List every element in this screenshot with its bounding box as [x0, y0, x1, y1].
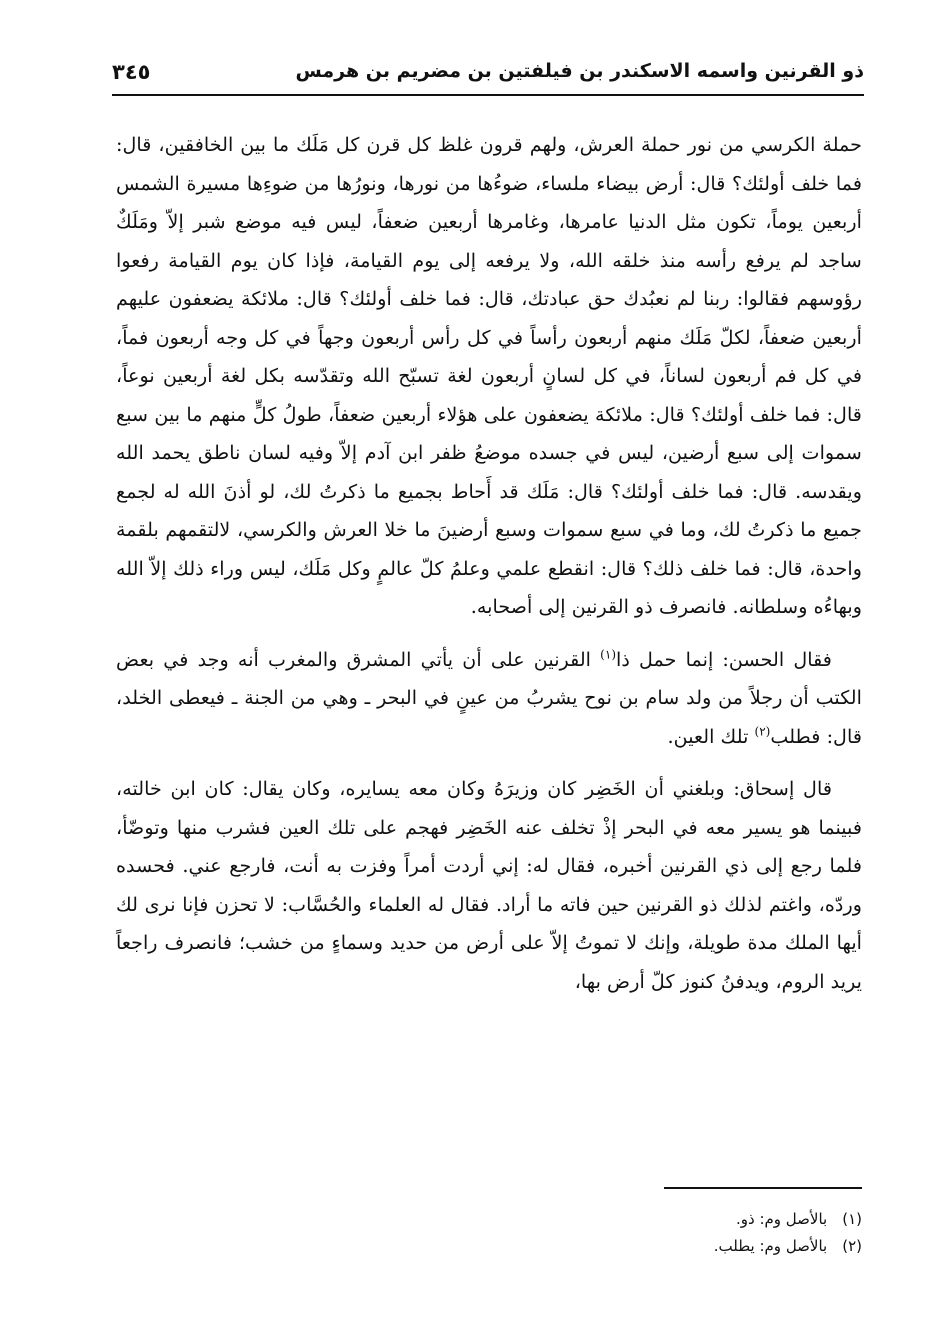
footnote-divider [664, 1187, 862, 1189]
footnote-number: (٢) [842, 1237, 862, 1255]
footnote-number: (١) [842, 1210, 862, 1228]
running-header [112, 56, 864, 94]
footnotes [122, 1206, 862, 1260]
paragraph-3: قال إسحاق: وبلغني أن الخَضِر كان وزيرَهُ وكان معه يسايره، وكان يقال: كان ابن خالته، فبينما هو يسير معه في البحر إذْ تخلف عنه الخَضِر فهجم على تلك العين فشرب منها وتوضّأ، فلما رجع إلى ذي القرنين أخبره، فقال له: إني أردت أمراً وفزت به أنت، فارجع عني. فحسده وردّه، واغتم لذلك ذو القرنين حين فاته ما أراد. فقال له العلماء والحُسَّاب: لا تحزن فإنا نرى لك أيها الملك مدة طويلة، وإنك لا تموتُ إلاّ على أرض من حديد وسماءٍ من خشب؛ فانصرف راجعاً يريد الروم، ويدفنُ كنوز كلّ أرض بها، [116, 777, 862, 993]
running-title: ذو القرنين واسمه الاسكندر بن فيلفتين بن مضريم بن هرمس [295, 60, 864, 82]
page-number: ٣٤٥ [112, 60, 151, 84]
paragraph-2-part-3: تلك العين. [667, 724, 755, 748]
footnote-1 [122, 1206, 862, 1233]
header-divider [112, 94, 864, 96]
footnote-ref-1: (١) [600, 647, 616, 662]
footnote-text: بالأصل وم: ذو. [736, 1210, 828, 1228]
footnote-2 [122, 1233, 862, 1260]
paragraph-2-part-2: القرنين على أن يأتي المشرق والمغرب أنه وجد في بعض الكتب أن رجلاً من ولد سام بن نوح يشربُ من عينٍ في البحر ـ وهي من الجنة ـ فيعطى الخلد، قال: فطلب [116, 647, 862, 748]
paragraph-1: حملة الكرسي من نور حملة العرش، ولهم قرون غلظ كل قرن كل مَلَك ما بين الخافقين، قال: فما خلف أولئك؟ قال: أرض بيضاء ملساء، ضوءُها من نورها، ونورُها من ضوءِها مسيرة الشمس أربعين يوماً، تكون مثل الدنيا عامرها، وغامرها أربعين ضعفاً، ليس فيه موضع شبر إلاّ ومَلَكٌ ساجد لم يرفع رأسه منذ خلقه الله، ولا يرفعه إلى يوم القيامة، فإذا كان يوم القيامة رفعوا رؤوسهم فقالوا: ربنا لم نعبُدك حق عبادتك، قال: فما خلف أولئك؟ قال: ملائكة يضعفون عليهم أربعين ضعفاً، لكلّ مَلَك منهم أربعون رأساً في كل رأس أربعون وجهاً في كل وجه أربعون فماً، في كل فم أربعون لساناً، في كل لسانٍ أربعون لغة تسبّح الله وتقدّسه بكل لغة أربعين نوعاً، قال: فما خلف أولئك؟ قال: ملائكة يضعفون على هؤلاء أربعين ضعفاً، طولُ كلٍّ منهم ما بين سبع سموات إلى سبع أرضين، ليس في جسده موضعُ ظفر ابن آدم إلاّ وفيه لسان ناطق يحمد الله ويقدسه. قال: فما خلف أولئك؟ قال: مَلَك قد أَحاط بجميع ما ذكرتُ لك، لو أذنَ الله له لجمع جميع ما ذكرتُ لك، وما في سبع سموات وسبع أرضينَ ما خلا العرش والكرسي، لالتقمهم بلقمة واحدة، قال: فما خلف ذلك؟ قال: انقطع علمي وعلمُ كلّ عالمٍ وكل مَلَك، ليس وراء ذلك إلاّ الله وبهاءُه وسلطانه. فانصرف ذو القرنين إلى أصحابه. [116, 133, 862, 618]
footnote-ref-2: (٢) [754, 724, 771, 739]
paragraph-2-part-1: فقال الحسن: إنما حمل ذا [616, 647, 832, 671]
footnote-text: بالأصل وم: يطلب. [713, 1237, 828, 1255]
paragraph-2 [116, 641, 862, 757]
body-text [116, 126, 862, 1001]
